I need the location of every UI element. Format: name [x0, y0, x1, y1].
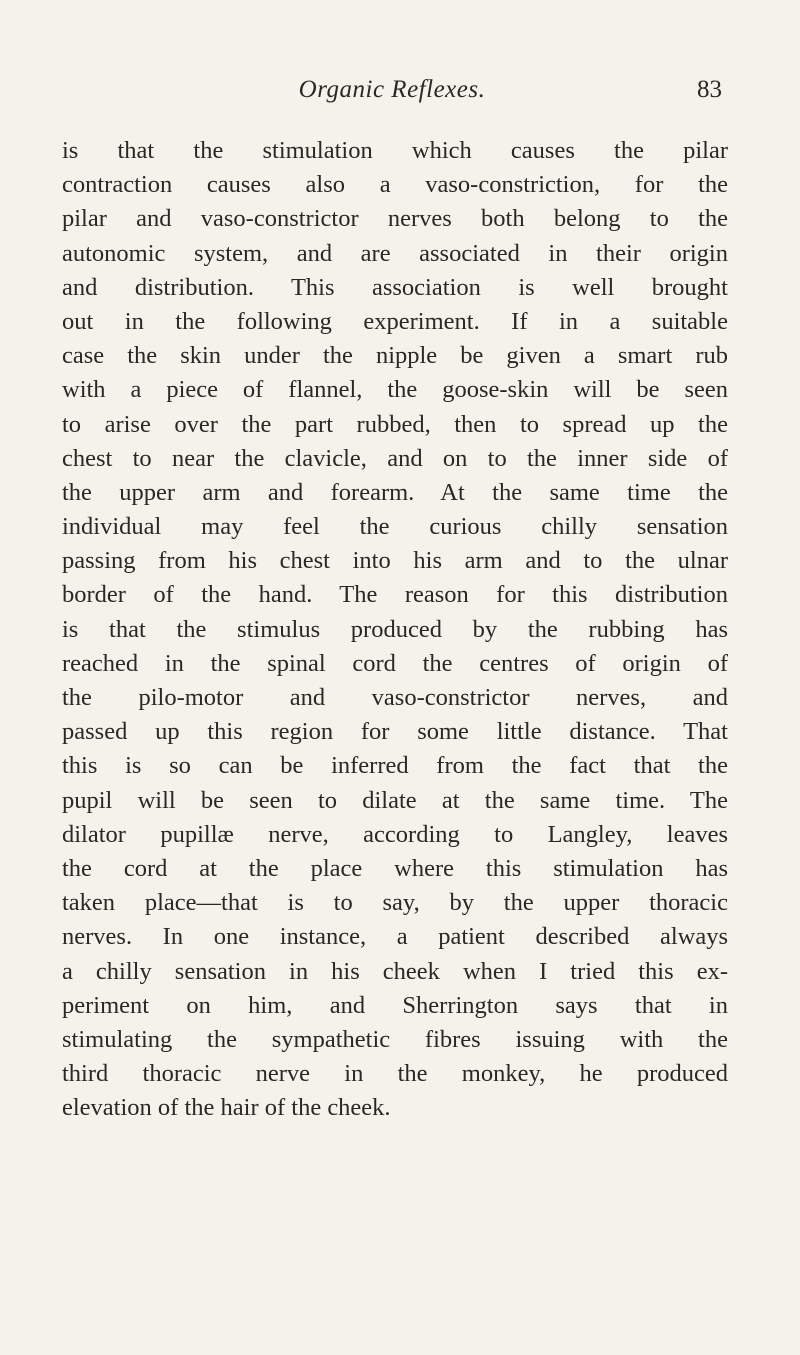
text-line: the pilo-motor and vaso-constrictor nerves, and: [62, 684, 728, 711]
text-line: the upper arm and forearm. At the same time the: [62, 478, 728, 506]
text-line: third thoracic nerve in the monkey, he produced: [62, 1060, 728, 1088]
text-line: this is so can be inferred from the fact that the: [62, 752, 728, 780]
text-line: passing from his chest into his arm and to the ulnar: [62, 547, 728, 575]
body-text: [62, 134, 728, 1125]
text-line: case the skin under the nipple be given a smart rub: [62, 342, 728, 370]
text-line: out in the following experiment. If in a suitable: [62, 307, 728, 335]
text-line: to arise over the part rubbed, then to spread up the: [62, 410, 728, 438]
text-line: the cord at the place where this stimulation has: [62, 854, 728, 882]
text-line: border of the hand. The reason for this distribution: [62, 581, 728, 609]
text-line: pupil will be seen to dilate at the same time. The: [62, 786, 728, 814]
text-line: nerves. In one instance, a patient described always: [62, 923, 728, 951]
running-head: [62, 70, 722, 110]
text-line: chest to near the clavicle, and on to the inner side of: [62, 444, 728, 472]
text-line: reached in the spinal cord the centres of origin of: [62, 649, 728, 677]
text-line: with a piece of flannel, the goose-skin will be seen: [62, 376, 728, 404]
text-line: elevation of the hair of the cheek.: [62, 1094, 391, 1122]
text-line: autonomic system, and are associated in their origin: [62, 239, 728, 267]
text-line: is that the stimulus produced by the rubbing has: [62, 615, 728, 643]
text-line: stimulating the sympathetic fibres issuing with the: [62, 1025, 728, 1053]
text-line: periment on him, and Sherrington says that in: [62, 991, 728, 1019]
text-line: taken place—that is to say, by the upper thoracic: [62, 889, 728, 917]
text-line: passed up this region for some little distance. That: [62, 718, 728, 746]
text-line: is that the stimulation which causes the pilar: [62, 137, 728, 164]
text-line: contraction causes also a vaso-constriction, for the: [62, 171, 728, 199]
text-line: individual may feel the curious chilly sensation: [62, 513, 728, 541]
text-line: dilator pupillæ nerve, according to Langley, leaves: [62, 820, 728, 848]
text-line: pilar and vaso-constrictor nerves both belong to the: [62, 205, 728, 233]
text-line: and distribution. This association is well brought: [62, 273, 728, 301]
running-title: Organic Reflexes.: [298, 76, 486, 103]
page-number: 83: [697, 76, 722, 103]
text-line: a chilly sensation in his cheek when I tried this ex-: [62, 957, 728, 985]
